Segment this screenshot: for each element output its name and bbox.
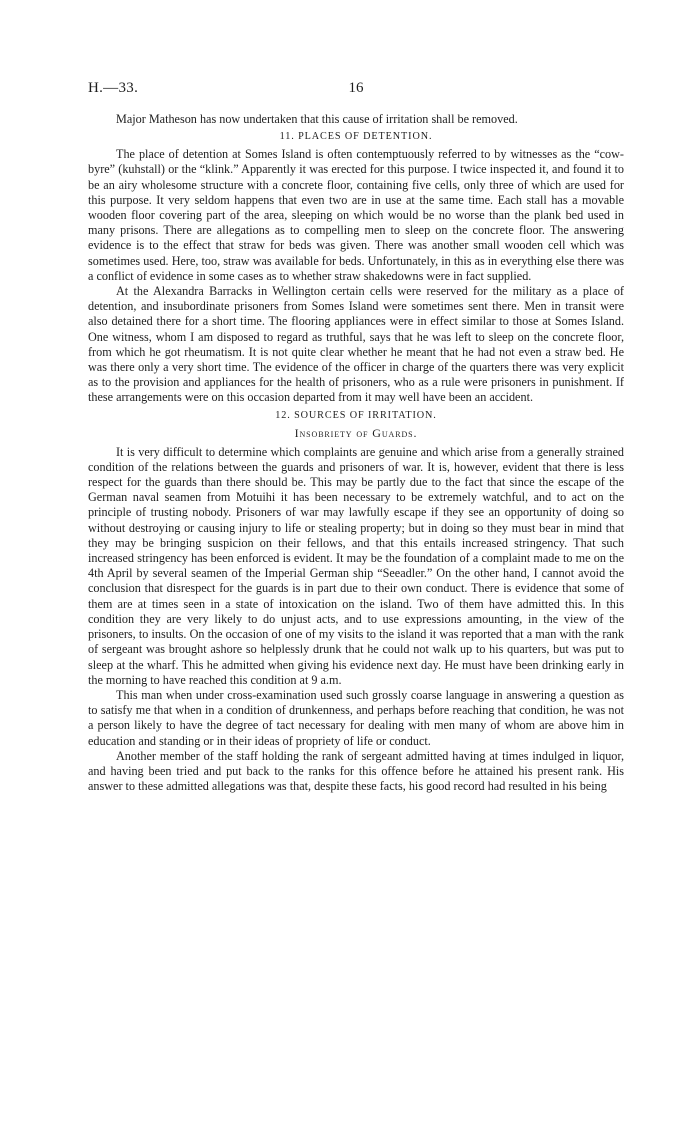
document-reference: H.—33. [88,80,139,96]
paragraph-guards-relations: It is very difficult to determine which complaints are genuine and which arise from a generally strained condition of the relations between the guards and prisoners of war. It is, however, evident that there is less respect for the guards than there should be. This may be partly due to the fact that since the escape of the German naval seamen from Motuihi it has been necessary to be extremely watchful, and to act on the principle of trusting nobody. Prisoners of war may lawfully escape if they see an opportunity of doing so without destroying or causing injury to life or stealing property; but in doing so they must bear in mind that they may be bringing suspicion on their fellows, and that this entails increased stringency. That such increased stringency has been enforced is evident. It may be the foundation of a complaint made to me on the 4th April by several seamen of the Imperial German ship “Seeadler.” On the other hand, I cannot avoid the conclusion that disrespect for the guards is in part due to their own conduct. There is evidence that some of them are at times seen in a state of intoxication on the island. Two of them have admitted this. In this condition they are very likely to do unjust acts, and to use expressions amounting, in the view of the prisoners, to insults. On the occasion of one of my visits to the island it was reported that a man with the rank of sergeant was brought ashore so helplessly drunk that he could not walk up to his quarters, but was put to sleep at the wharf. This he admitted when giving his evidence next day. He must have been drinking early in the morning to have reached this condition at 9 a.m. [88,444,624,687]
document-page [88,80,624,794]
page-header [88,80,624,104]
paragraph-sergeant-liquor: Another member of the staff holding the rank of sergeant admitted having at times indulged in liquor, and having been tried and put back to the ranks for this offence before he attained his present rank. His answer to these admitted allegations was that, despite these facts, his good record had resulted in his being [88,748,624,794]
sub-heading-insobriety-of-guards: Insobriety of Guards. [294,425,418,440]
paragraph-cross-examination: This man when under cross-examination used such grossly coarse language in answering a question as to satisfy me that when in a condition of drunkenness, and perhaps before reaching that condition, he was not a person likely to have the degree of tact necessary for dealing with men many of whom are above him in education and standing or in their ideas of propriety of life or conduct. [88,687,624,748]
paragraph-somes-island-detention: The place of detention at Somes Island is often contemptuously referred to by witnesses as the “cow-byre” (kuhstall) or the “klink.” Apparently it was erected for this purpose. I twice inspected it, and found it to be an airy wholesome structure with a concrete floor, containing five cells, only three of which are used for this purpose. It very seldom happens that even two are in use at the same time. Each stall has a movable wooden floor covering part of the area, sleeping on which would be no worse than the plank bed used in many prisons. There are allegations as to compelling men to sleep on the concrete floor. The answering evidence is to the effect that straw for beds was given. There was another small wooden cell which was sometimes used. Here, too, straw was available for beds. Unfortunately, in this as in everything else there was a conflict of evidence in some cases as to whether straw shakedowns were in fact supplied. [88,147,624,283]
section-heading-places-of-detention: 11. PLACES OF DETENTION. [279,131,433,143]
paragraph-matheson: Major Matheson has now undertaken that this cause of irritation shall be removed. [116,112,518,126]
page-number: 16 [348,80,364,96]
paragraph-alexandra-barracks: At the Alexandra Barracks in Wellington certain cells were reserved for the military as a place of detention, and insubordinate prisoners from Somes Island were sometimes sent there. Men in transit were also detained there for a short time. The flooring appliances were in effect similar to those at Somes Island. One witness, whom I am disposed to regard as truthful, says that he was left to sleep on the concrete floor, from which he got rheumatism. It is not quite clear whether he meant that he had not even a straw bed. He was there only a very short time. The evidence of the officer in charge of the quarters there was very explicit as to the provision and appliances for the health of prisoners, who as a rule were prisoners in punishment. If these arrangements were on this occasion departed from it may well have been an accident. [88,284,624,405]
section-heading-sources-of-irritation: 12. SOURCES OF IRRITATION. [275,409,437,421]
